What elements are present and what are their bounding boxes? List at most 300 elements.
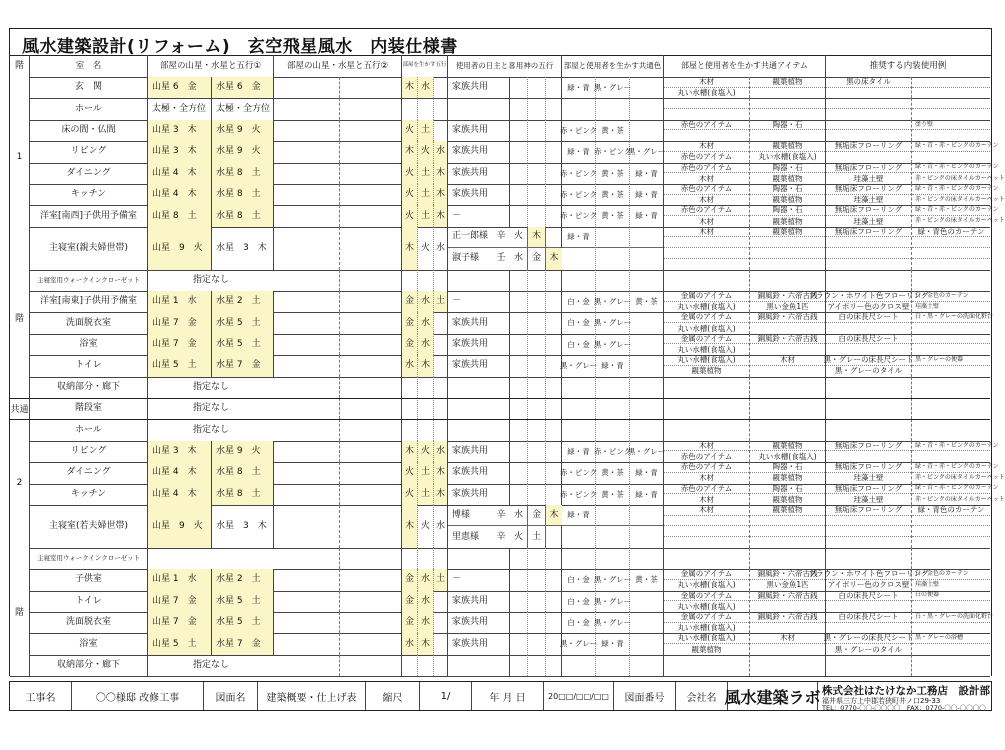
table-row: [10, 162, 1005, 184]
empty-cell: [546, 548, 562, 569]
common-item-1: [664, 591, 750, 612]
common-item-2-bottom: 観葉植物: [772, 494, 803, 504]
example-2-bottom: [912, 644, 990, 655]
common-item-1-bottom: 木材: [699, 473, 714, 483]
common-color-1: 緑・青: [562, 77, 596, 98]
common-item-1-bottom: 丸い水槽(食塩入): [677, 623, 736, 633]
common-color-2: 黒・グレー: [596, 312, 630, 333]
example-2-bottom: 赤・ピンクの床タイルカーペット: [915, 217, 1005, 225]
example-1-bottom: 珪藻土壁: [853, 494, 884, 504]
table-row-storage: [10, 377, 990, 398]
common-item-2-bottom: [750, 644, 825, 655]
user-element-b: [528, 141, 546, 162]
user-element-a: [510, 77, 528, 98]
common-item-2: [750, 141, 826, 162]
water-star-1: 水星 6 金: [212, 77, 274, 98]
sub-line-blank: [826, 537, 911, 548]
mountain-star-2: [274, 462, 340, 483]
common-item-1-bottom: 木材: [699, 216, 714, 226]
user-element-a: [510, 163, 528, 184]
common-item-1: [664, 184, 750, 205]
user: 家族共用: [448, 612, 510, 633]
element-3: 木: [434, 184, 448, 205]
person-element: 土: [528, 526, 546, 547]
element-2: 土: [418, 163, 434, 184]
empty-cell: [274, 398, 340, 419]
floor-group: [10, 419, 30, 676]
water-star-1: 水星 3 木: [212, 227, 274, 270]
mountain-star-2: [274, 591, 340, 612]
empty-cell: [448, 548, 510, 569]
sub-line-blank: [664, 526, 749, 537]
common-color-2: 黄・茶: [596, 484, 630, 505]
empty-cell: [434, 270, 448, 291]
water-star-1: 水星 8 土: [212, 462, 274, 483]
common-item-1: [664, 141, 750, 162]
empty-cell: [448, 655, 510, 676]
user-element-b: [528, 163, 546, 184]
example-1-top: 無垢床フローリング: [826, 205, 911, 216]
mountain-star-1: 山星 9 火: [148, 505, 212, 548]
empty-cell: [562, 548, 596, 569]
note: 指定なし: [192, 381, 229, 392]
user-element-a: [510, 633, 528, 654]
room-name: 洋室[南東]子供用予備室: [30, 291, 148, 312]
common-item-2: [750, 163, 826, 184]
common-color-1: 緑・青: [562, 441, 596, 462]
mountain-star-1: 山星 3 木: [148, 120, 212, 141]
empty-cell: [546, 419, 562, 440]
element-1: 木: [402, 77, 418, 98]
common-item-2: [750, 355, 826, 376]
common-color-3: [630, 591, 664, 612]
person-element: 水: [510, 248, 528, 269]
divider: [630, 505, 663, 526]
empty-cell: [546, 377, 562, 398]
common-item-2-bottom: 観葉植物: [772, 195, 803, 205]
user: 家族共用: [448, 141, 510, 162]
empty-cell: [448, 270, 510, 291]
sub-line-blank: [664, 537, 749, 548]
mountain-star-1: 山星 5 土: [148, 355, 212, 376]
common-item-2: [750, 227, 826, 270]
header-room-elements: 部屋を生かす五行: [402, 55, 448, 77]
example-1-bottom: 珪藻土壁: [853, 216, 884, 226]
empty-cell: [510, 377, 528, 398]
common-color-2: 黒・グレー: [596, 591, 630, 612]
common-item-2: [750, 441, 826, 462]
common-item-1: [664, 569, 750, 590]
example-1: [826, 334, 912, 355]
element-2: 水: [418, 291, 434, 312]
divider: [596, 505, 629, 526]
firm-name: 株式会社はたけなか工務店 設計部: [822, 685, 990, 697]
example-2-top: 緑・青・赤・ピンクのカーテン: [912, 163, 990, 174]
common-item-2-bottom: 丸い水槽(食塩入): [758, 452, 817, 462]
example-1-bottom: 珪藻土壁: [853, 173, 884, 183]
table-row: [10, 98, 990, 119]
element-2: 水: [418, 312, 434, 333]
element-1: 火: [402, 484, 418, 505]
common-color-2: [596, 505, 630, 548]
common-color-2: [596, 227, 630, 270]
example-1: [826, 141, 912, 162]
empty-cell: [434, 377, 448, 398]
empty-cell: [402, 548, 418, 569]
mountain-star-2: [274, 355, 340, 376]
common-item-2: [750, 205, 826, 226]
element-2: 水: [418, 612, 434, 633]
empty-cell: [596, 398, 630, 419]
user-element-c: [546, 141, 562, 162]
element-3: [434, 355, 448, 376]
empty-cell: [402, 419, 418, 440]
empty-cell: [912, 270, 990, 291]
table-row: [10, 569, 990, 590]
common-item-1-bottom: 木材: [699, 494, 714, 504]
element-3: [434, 591, 448, 612]
example-1-top: 無垢床フローリング: [826, 141, 911, 152]
common-color-2: 赤・ピンク: [596, 441, 630, 462]
user-element-c: [546, 441, 562, 462]
empty-cell: [912, 548, 990, 569]
example-1: [826, 612, 912, 633]
water-star-2: [340, 355, 402, 376]
element-2: 土: [418, 120, 434, 141]
example-2: [912, 441, 999, 462]
sub-line-blank: [750, 516, 825, 527]
mountain-star-1: 山星 7 金: [148, 334, 212, 355]
empty-cell: [596, 655, 630, 676]
user-element-a: [510, 612, 528, 633]
common-item-1: [664, 120, 750, 141]
water-star-1: 水星 5 土: [212, 334, 274, 355]
room-name: 収納部分・廊下: [30, 377, 148, 398]
water-star-1: 水星 8 土: [212, 205, 274, 226]
water-star-2: [340, 334, 402, 355]
element-3: 木: [434, 462, 448, 483]
empty-cell: [630, 377, 664, 398]
water-star-1: 水星 9 火: [212, 120, 274, 141]
user: －: [448, 291, 510, 312]
common-color-2: 赤・ピンク: [596, 141, 630, 162]
common-item-1-bottom: 丸い水槽(食塩入): [677, 302, 736, 312]
common-item-1: [664, 355, 750, 376]
mountain-star-2: [274, 291, 340, 312]
table-row: [10, 312, 994, 333]
water-star-2: [340, 291, 402, 312]
user-persons: [448, 505, 562, 548]
table-row: [10, 334, 990, 355]
divider: [630, 227, 663, 248]
example-1-bottom: [826, 152, 911, 163]
common-item-1-top: 赤色のアイテム: [664, 462, 749, 473]
floor-divider: [10, 398, 990, 399]
user-element-a: [510, 141, 528, 162]
spec-table: [9, 55, 1005, 676]
user-element-b: [528, 334, 546, 355]
common-item-2-bottom: [750, 601, 825, 612]
user: 家族共用: [448, 633, 510, 654]
common-item-2-top: 銅風鈴・六帝古銭: [750, 591, 825, 602]
mountain-star-2: [274, 227, 340, 270]
example-2: [912, 505, 990, 548]
example-1-top: 無垢床フローリング: [826, 484, 911, 495]
user: －: [448, 569, 510, 590]
title-bar: [9, 28, 992, 56]
common-color-2: 黄・茶: [596, 163, 630, 184]
room-name: トイレ: [30, 591, 148, 612]
floor-group: [10, 398, 30, 419]
element-1: 金: [402, 334, 418, 355]
common-item-1-top: 金属のアイテム: [664, 612, 749, 623]
room-name: 洗面脱衣室: [30, 612, 148, 633]
water-star-1: 水星 7 金: [212, 355, 274, 376]
example-1-top: ブラウン・ホワイト色フローリング: [808, 291, 929, 301]
empty-cell: [418, 419, 434, 440]
element-3: 水: [434, 505, 448, 548]
common-item-2-bottom: [750, 366, 825, 377]
example-2-top: 白・金色のカーテン: [912, 569, 990, 580]
element-2: 水: [418, 591, 434, 612]
element-1: 水: [402, 355, 418, 376]
example-2-bottom: [912, 366, 990, 377]
room-name: 洗面脱衣室: [30, 312, 148, 333]
water-star-2: [340, 462, 402, 483]
sub-line-blank: [912, 259, 990, 270]
common-item-1-top: 丸い水槽(食塩入): [664, 355, 749, 366]
common-item-1-top: 赤色のアイテム: [664, 184, 749, 195]
common-color-2: 黄・茶: [596, 205, 630, 226]
common-item-2: [750, 484, 826, 505]
floor-shared: 共通: [10, 405, 29, 416]
common-item-2: [750, 184, 826, 205]
example-1-bottom: [826, 451, 911, 462]
person-element: [546, 526, 562, 547]
empty-cell: [596, 270, 630, 291]
water-star-1: 水星 2 土: [212, 291, 274, 312]
mountain-star-2: [274, 312, 340, 333]
water-star-1: 水星 9 火: [212, 441, 274, 462]
sub-line-filled: 無垢床フローリング: [826, 505, 911, 516]
room-name: ダイニング: [30, 462, 148, 483]
common-item-2: [750, 77, 826, 98]
table-row-storage: [10, 655, 990, 676]
empty-cell: [510, 419, 528, 440]
common-item-2-top: 陶器・石: [750, 120, 825, 131]
example-1-bottom: 珪藻土壁: [853, 473, 884, 483]
person-stem: 辛: [496, 531, 506, 542]
sub-line-blank: [664, 248, 749, 259]
example-2: [912, 205, 1005, 226]
common-color-3: [630, 77, 664, 98]
common-color-3: 緑・青: [630, 163, 664, 184]
element-3: 木: [434, 484, 448, 505]
common-color-3: [630, 312, 664, 333]
example-2: [912, 633, 990, 654]
mountain-star-2: [274, 633, 340, 654]
water-star-2: [340, 591, 402, 612]
mountain-star-1: 山星 9 火: [148, 227, 212, 270]
example-1-bottom: [826, 623, 911, 634]
common-item-1-bottom: 観葉植物: [691, 366, 722, 376]
mountain-star-2: [274, 163, 340, 184]
common-item-1-top: 赤色のアイテム: [664, 484, 749, 495]
common-color-2: 黄・茶: [596, 184, 630, 205]
element-1: 木: [402, 141, 418, 162]
common-color-2: 緑・青: [596, 355, 630, 376]
common-item-2: [750, 98, 826, 119]
table-row: [10, 77, 990, 98]
example-2: [912, 312, 994, 333]
sub-line-blank: [826, 526, 911, 537]
common-item-1: [664, 334, 750, 355]
user: 家族共用: [448, 441, 510, 462]
element-2: 水: [418, 569, 434, 590]
firm-contact: TEL：0770-〇〇-〇〇〇〇 FAX：0770-〇〇-〇〇〇〇: [822, 704, 986, 712]
empty-cell: [630, 270, 664, 291]
date-label: 年 月 日: [472, 682, 544, 710]
common-item-2-bottom: [750, 130, 825, 141]
common-item-1-top: 赤色のアイテム: [664, 120, 749, 131]
example-1: [826, 312, 912, 333]
drawing-value: 建築概要・仕上げ表: [258, 682, 366, 710]
empty-cell: [510, 548, 528, 569]
common-item-1: [664, 98, 750, 119]
user: 家族共用: [448, 591, 510, 612]
mountain-star-2: [274, 612, 340, 633]
note: 指定なし: [192, 424, 229, 435]
example-1: [826, 441, 912, 462]
water-star-2: [340, 77, 402, 98]
empty-cell: [750, 377, 826, 398]
empty-cell: [340, 398, 402, 419]
example-2: [912, 291, 990, 312]
empty-cell: [274, 655, 340, 676]
empty-cell: [664, 398, 750, 419]
sub-line-filled: 木材: [664, 227, 749, 238]
empty-cell: [750, 398, 826, 419]
drawing-label: 図面名: [204, 682, 258, 710]
sub-line-filled: 観葉植物: [750, 505, 825, 516]
example-1-top: 無垢床フローリング: [826, 184, 911, 195]
empty-cell: [912, 419, 990, 440]
user-element-b: [528, 462, 546, 483]
empty-cell: [340, 548, 402, 569]
common-item-2-bottom: 観葉植物: [772, 216, 803, 226]
element-1: 木: [402, 505, 418, 548]
empty-cell: [448, 398, 510, 419]
common-item-1-bottom: 木材: [699, 195, 714, 205]
person-stem: 辛: [496, 231, 506, 242]
example-1-bottom: [826, 344, 911, 355]
common-color-3: 緑・青: [630, 205, 664, 226]
user-element-a: [510, 98, 528, 119]
common-color-3: 緑・青: [630, 462, 664, 483]
example-1: [826, 591, 912, 612]
water-star-2: [340, 227, 402, 270]
date-value: 20□□/□□/□□: [544, 682, 614, 710]
empty-cell: [528, 548, 546, 569]
user-element-a: [510, 205, 528, 226]
sub-line-blank: [750, 237, 825, 248]
common-item-1: [664, 441, 750, 462]
common-item-1-top: 木材: [664, 141, 749, 152]
water-star-1: 水星 5 土: [212, 612, 274, 633]
common-item-1-top: 丸い水槽(食塩入): [664, 633, 749, 644]
room-name: ダイニング: [30, 163, 148, 184]
element-3: [434, 312, 448, 333]
room-name: 主寝室用ウォークインクローゼット: [30, 270, 148, 291]
sub-line-blank: [750, 526, 825, 537]
example-1-bottom: 黒・グレーのタイル: [834, 644, 903, 654]
common-item-2-top: 陶器・石: [750, 484, 825, 495]
element-1: 金: [402, 312, 418, 333]
common-item-2-top: 観葉植物: [750, 141, 825, 152]
person-stem: 辛: [496, 509, 506, 520]
sub-line-filled: 観葉植物: [750, 227, 825, 238]
example-1-bottom: [826, 130, 911, 141]
empty-cell: [750, 655, 826, 676]
person-element: 木: [528, 227, 546, 247]
water-star-2: [340, 184, 402, 205]
water-star-1: 太極・全方位: [212, 98, 274, 119]
example-2-bottom: [912, 323, 990, 334]
common-item-1: [664, 484, 750, 505]
example-1-top: [826, 120, 911, 131]
person-element: 金: [528, 505, 546, 525]
common-item-2-top: 陶器・石: [750, 205, 825, 216]
person-line: [448, 526, 561, 547]
water-star-2: [340, 98, 402, 119]
common-item-2-bottom: [750, 344, 825, 355]
example-2-top: 白・黒・グレーの洗面化粧台: [912, 612, 990, 623]
common-color-2: 黄・茶: [596, 120, 630, 141]
company-info: [818, 682, 990, 710]
water-star-1: 水星 3 木: [212, 505, 274, 548]
element-3: [434, 120, 448, 141]
example-2-top: 黒・グレーの便器: [912, 355, 990, 366]
example-1: [826, 227, 912, 270]
example-2-top: 緑・青・赤・ピンクのカーテン: [912, 462, 990, 473]
common-item-1-top: 木材: [664, 77, 749, 88]
user-element-b: [528, 633, 546, 654]
common-item-2-bottom: 観葉植物: [772, 173, 803, 183]
room-name: 主寝室(若夫婦世帯): [30, 505, 148, 548]
common-color-1: [562, 98, 596, 119]
common-color-1: 白・金: [562, 612, 596, 633]
element-1: 金: [402, 612, 418, 633]
person-line: [448, 248, 561, 269]
mountain-star-1: 山星 1 水: [148, 291, 212, 312]
drawing-number-label: 図面番号: [614, 682, 676, 710]
common-color-3: [630, 355, 664, 376]
mountain-star-2: [274, 441, 340, 462]
common-item-2-bottom: 黒い金魚1匹: [766, 580, 809, 590]
example-2-bottom: [912, 601, 990, 612]
element-2: 木: [418, 633, 434, 654]
element-3: [434, 77, 448, 98]
water-star-2: [340, 163, 402, 184]
note: [148, 548, 274, 569]
element-2: 木: [418, 355, 434, 376]
example-2: [912, 462, 1005, 483]
empty-cell: [562, 398, 596, 419]
common-item-1-bottom: 木材: [699, 173, 714, 183]
user-element-a: [510, 591, 528, 612]
example-2-top: 緑・青・赤・ピンクのカーテン: [912, 141, 990, 152]
example-2-bottom: [912, 88, 990, 99]
